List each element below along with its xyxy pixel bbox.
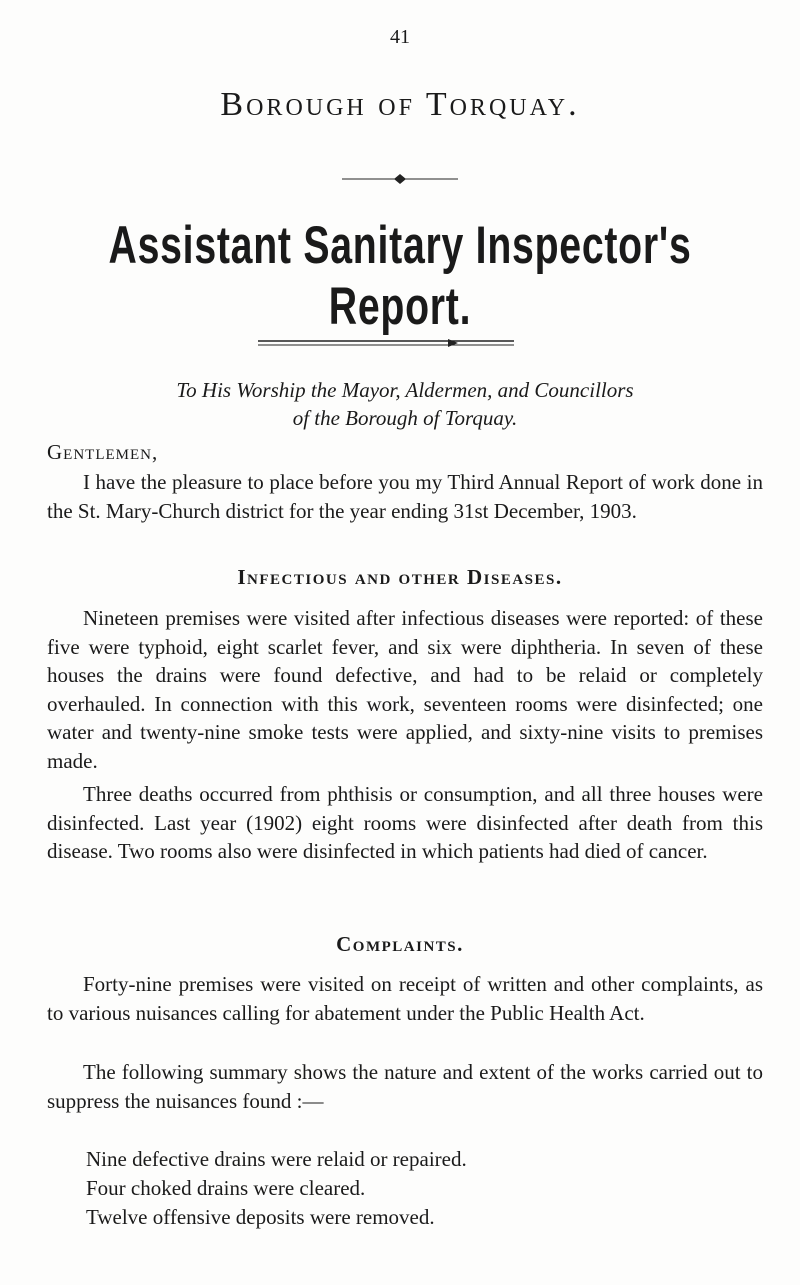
infectious-paragraph-2: Three deaths occurred from phthisis or consumption, and all three houses were disinfected. Last year (1902) eight rooms were disinfected after death from this disease. Two rooms also were disinfected in which patients had died of cancer. bbox=[47, 782, 763, 863]
intro-paragraph: I have the pleasure to place before you my Third Annual Report of work done in the St. Mary-Church district for the year ending 31st December, 1903. bbox=[47, 470, 763, 523]
borough-title: Borough of Torquay. bbox=[220, 86, 580, 123]
address-block bbox=[47, 376, 763, 432]
report-title: Assistant Sanitary Inspector's Report. bbox=[108, 216, 692, 336]
list-item: Twelve offensive deposits were removed. bbox=[86, 1205, 435, 1229]
address-line-2: of the Borough of Torquay. bbox=[292, 406, 518, 430]
section-heading-infectious: Infectious and other Diseases. bbox=[237, 565, 563, 589]
section-heading-complaints: Complaints. bbox=[336, 932, 464, 956]
page-number: 41 bbox=[390, 26, 410, 48]
decorative-rule bbox=[258, 338, 514, 348]
infectious-paragraph-1: Nineteen premises were visited after infectious diseases were reported: of these five were typhoid, eight scarlet fever, and six were diphtheria. In seven of these houses the drains were found defective, and had to be relaid or completely overhauled. In connection with this work, seventeen rooms were disinfected; one water and twenty-nine smoke tests were applied, and sixty-nine visits to premises made. bbox=[47, 606, 763, 773]
diamond-ornament-divider bbox=[340, 172, 460, 186]
address-line-1: To His Worship the Mayor, Aldermen, and Councillors bbox=[176, 378, 634, 402]
complaints-paragraph-1: Forty-nine premises were visited on receipt of written and other complaints, as to various nuisances calling for abatement under the Public Health Act. bbox=[47, 972, 763, 1025]
list-item: Four choked drains were cleared. bbox=[86, 1176, 366, 1200]
complaints-paragraph-2: The following summary shows the nature and extent of the works carried out to suppress the nuisances found :— bbox=[47, 1060, 763, 1113]
list-item: Nine defective drains were relaid or repaired. bbox=[86, 1147, 467, 1171]
salutation: Gentlemen, bbox=[47, 440, 159, 464]
